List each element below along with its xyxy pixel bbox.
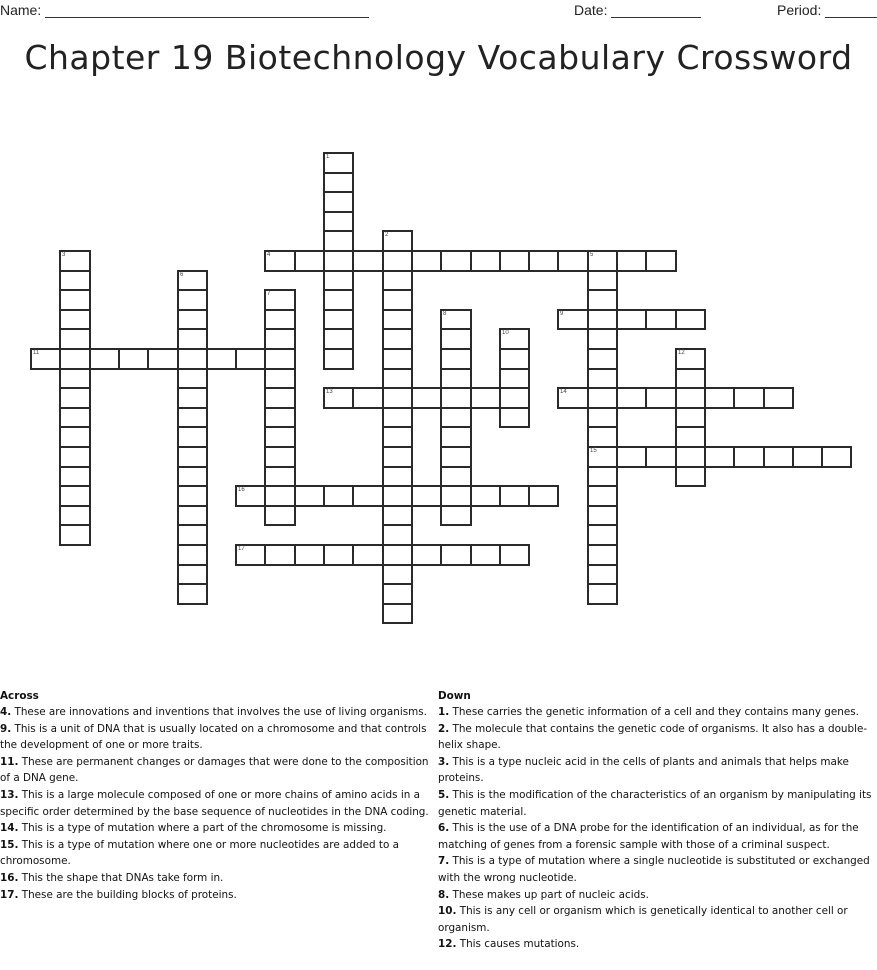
- clue-number: 14: [560, 389, 567, 395]
- crossword-cell[interactable]: [59, 524, 91, 546]
- clue-number: 1: [326, 154, 330, 160]
- crossword-cell[interactable]: [382, 524, 413, 546]
- clue-number: 15: [590, 448, 597, 454]
- crossword-cell[interactable]: [499, 250, 530, 272]
- crossword-cell[interactable]: [323, 230, 354, 252]
- crossword-cell[interactable]: [235, 544, 266, 566]
- crossword-cell[interactable]: [177, 368, 208, 389]
- clue-number: 17: [238, 546, 245, 552]
- crossword-cell[interactable]: [645, 309, 677, 330]
- crossword-cell[interactable]: [264, 309, 296, 330]
- crossword-cell[interactable]: [59, 270, 91, 291]
- crossword-cell[interactable]: [704, 446, 735, 468]
- crossword-cell[interactable]: [733, 387, 765, 409]
- crossword-cell[interactable]: [675, 426, 706, 448]
- crossword-cell[interactable]: [821, 446, 852, 468]
- clue-number: 13: [326, 389, 333, 395]
- crossword-cell[interactable]: [264, 368, 296, 389]
- crossword-cell[interactable]: [59, 426, 91, 448]
- down-clue-list: [438, 704, 877, 953]
- clue-text: This is a type of mutation where one or more nucleotides are added to a chromosome.: [0, 838, 399, 868]
- crossword-cell[interactable]: [675, 368, 706, 389]
- crossword-cell[interactable]: [645, 250, 677, 272]
- down-clue: [438, 853, 877, 886]
- crossword-cell[interactable]: [440, 446, 472, 468]
- crossword-cell[interactable]: [352, 387, 384, 409]
- crossword-cell[interactable]: [645, 387, 677, 409]
- clue-number-label: 16.: [0, 871, 19, 884]
- crossword-cell[interactable]: [616, 387, 647, 409]
- crossword-cell[interactable]: [323, 544, 354, 566]
- crossword-cell[interactable]: [587, 446, 618, 468]
- crossword-cell[interactable]: [294, 544, 325, 566]
- crossword-cell[interactable]: [177, 485, 208, 507]
- crossword-cell[interactable]: [411, 544, 442, 566]
- crossword-cell[interactable]: [177, 524, 208, 546]
- crossword-cell[interactable]: [499, 407, 530, 428]
- across-clue: [0, 887, 436, 904]
- crossword-cell[interactable]: [30, 348, 61, 370]
- crossword-cell[interactable]: [264, 426, 296, 448]
- clue-number: 6: [180, 272, 184, 278]
- clue-text: These carries the genetic information of a cell and they contains many genes.: [449, 706, 859, 718]
- clue-text: These are innovations and inventions that involves the use of living organisms.: [11, 706, 427, 718]
- name-label: Name:: [0, 2, 42, 18]
- across-clues: [0, 688, 436, 903]
- crossword-cell[interactable]: [382, 348, 413, 370]
- across-clue: [0, 704, 436, 721]
- across-clue-list: [0, 704, 436, 903]
- clue-text: These are the building blocks of proteins.: [18, 888, 237, 901]
- crossword-cell[interactable]: [587, 407, 618, 428]
- crossword-cell[interactable]: [177, 348, 208, 370]
- clue-number-label: 15.: [0, 838, 19, 851]
- down-clue: [438, 887, 877, 904]
- crossword-cell[interactable]: [352, 485, 384, 507]
- crossword-cell[interactable]: [323, 309, 354, 330]
- clue-number-label: 3.: [438, 755, 450, 768]
- crossword-cell[interactable]: [177, 407, 208, 428]
- crossword-cell[interactable]: [177, 466, 208, 487]
- crossword-cell[interactable]: [382, 603, 413, 624]
- clue-number-label: 17.: [0, 888, 19, 901]
- crossword-cell[interactable]: [587, 583, 618, 605]
- crossword-cell[interactable]: [264, 250, 296, 272]
- crossword-cell[interactable]: [59, 466, 91, 487]
- crossword-cell[interactable]: [499, 544, 530, 566]
- across-heading: Across: [0, 690, 39, 702]
- crossword-cell[interactable]: [382, 250, 413, 272]
- crossword-cell[interactable]: [382, 270, 413, 291]
- down-clue: [438, 787, 877, 820]
- crossword-cell[interactable]: [440, 250, 472, 272]
- across-clue: [0, 721, 436, 754]
- clue-text: This causes mutations.: [456, 938, 580, 951]
- crossword-cell[interactable]: [499, 328, 530, 350]
- crossword-cell[interactable]: [587, 250, 618, 272]
- crossword-cell[interactable]: [264, 348, 296, 370]
- clue-text: These makes up part of nucleic acids.: [449, 888, 649, 901]
- clue-number-label: 12.: [438, 938, 457, 951]
- clue-number-label: 2.: [438, 722, 450, 735]
- date-label: Date:: [574, 2, 608, 18]
- clue-number: 11: [33, 350, 40, 356]
- clue-number: 5: [590, 252, 594, 258]
- crossword-cell[interactable]: [382, 446, 413, 468]
- clue-number-label: 8.: [438, 888, 450, 901]
- page-title: Chapter 19 Biotechnology Vocabulary Crossword: [24, 38, 853, 77]
- crossword-cell[interactable]: [587, 564, 618, 585]
- clue-text: This is a type of mutation where a single nucleotide is substituted or exchanged with the wrong nucleotide.: [438, 855, 870, 884]
- crossword-cell[interactable]: [675, 348, 706, 370]
- crossword-cell[interactable]: [763, 387, 794, 409]
- crossword-cell[interactable]: [587, 387, 618, 409]
- crossword-cell[interactable]: [675, 446, 706, 468]
- clue-number-label: 7.: [438, 855, 450, 868]
- crossword-cell[interactable]: [440, 505, 472, 526]
- clue-number-label: 14.: [0, 822, 19, 835]
- crossword-cell[interactable]: [440, 328, 472, 350]
- crossword-cell[interactable]: [323, 172, 354, 193]
- clue-text: This is any cell or organism which is genetically identical to another cell or organism.: [438, 905, 848, 934]
- crossword-cell[interactable]: [59, 309, 91, 330]
- crossword-cell[interactable]: [382, 387, 413, 409]
- crossword-cell[interactable]: [177, 387, 208, 409]
- crossword-cell[interactable]: [440, 466, 472, 487]
- crossword-cell[interactable]: [323, 348, 354, 370]
- clue-number: 7: [267, 291, 271, 297]
- clue-text: This is a type nucleic acid in the cells of plants and animals that helps make proteins.: [438, 755, 849, 785]
- crossword-cell[interactable]: [323, 485, 354, 507]
- crossword-cell[interactable]: [177, 426, 208, 448]
- crossword-cell[interactable]: [382, 564, 413, 585]
- clue-number-label: 9.: [0, 722, 12, 735]
- clue-number-label: 11.: [0, 755, 19, 768]
- down-clue: [438, 820, 877, 853]
- crossword-cell[interactable]: [704, 387, 735, 409]
- crossword-cell[interactable]: [587, 544, 618, 566]
- crossword-cell[interactable]: [382, 407, 413, 428]
- crossword-cell[interactable]: [440, 309, 472, 330]
- crossword-cell[interactable]: [763, 446, 794, 468]
- crossword-cell[interactable]: [557, 309, 589, 330]
- crossword-cell[interactable]: [675, 407, 706, 428]
- crossword-cell[interactable]: [675, 466, 706, 487]
- crossword-cell[interactable]: [177, 583, 208, 605]
- crossword-cell[interactable]: [177, 270, 208, 291]
- clue-number: 3: [62, 252, 66, 258]
- clue-number-label: 10.: [438, 905, 457, 918]
- crossword-cell[interactable]: [440, 485, 472, 507]
- clue-number-label: 1.: [438, 706, 450, 718]
- down-clue: [438, 903, 877, 936]
- clue-number-label: 13.: [0, 788, 19, 801]
- crossword-cell[interactable]: [177, 309, 208, 330]
- crossword-cell[interactable]: [470, 485, 501, 507]
- down-clue: [438, 704, 877, 721]
- crossword-cell[interactable]: [352, 250, 384, 272]
- crossword-cell[interactable]: [264, 387, 296, 409]
- crossword-cell[interactable]: [557, 250, 589, 272]
- crossword-cell[interactable]: [382, 230, 413, 252]
- crossword-cell[interactable]: [440, 387, 472, 409]
- crossword-cell[interactable]: [59, 289, 91, 311]
- clue-number: 16: [238, 487, 245, 493]
- crossword-cell[interactable]: [147, 348, 179, 370]
- crossword-cell[interactable]: [118, 348, 149, 370]
- crossword-cell[interactable]: [177, 446, 208, 468]
- crossword-cell[interactable]: [323, 270, 354, 291]
- crossword-cell[interactable]: [440, 544, 472, 566]
- crossword-cell[interactable]: [294, 485, 325, 507]
- crossword-cell[interactable]: [587, 485, 618, 507]
- crossword-cell[interactable]: [528, 485, 559, 507]
- crossword-cell[interactable]: [675, 387, 706, 409]
- clue-number: 12: [678, 350, 685, 356]
- clue-text: These are permanent changes or damages that were done to the composition of a DNA gene.: [0, 755, 429, 785]
- crossword-cell[interactable]: [235, 485, 266, 507]
- crossword-cell[interactable]: [792, 446, 823, 468]
- crossword-cell[interactable]: [59, 387, 91, 409]
- clue-number-label: 6.: [438, 822, 450, 835]
- crossword-cell[interactable]: [206, 348, 237, 370]
- crossword-cell[interactable]: [177, 289, 208, 311]
- clue-text: This the shape that DNAs take form in.: [18, 871, 224, 884]
- crossword-cell[interactable]: [528, 250, 559, 272]
- down-heading: Down: [438, 690, 471, 702]
- crossword-cell[interactable]: [177, 544, 208, 566]
- across-clue: [0, 870, 436, 887]
- crossword-cell[interactable]: [59, 368, 91, 389]
- crossword-cell[interactable]: [294, 250, 325, 272]
- clue-number: 2: [385, 232, 389, 238]
- crossword-cell[interactable]: [89, 348, 120, 370]
- crossword-cell[interactable]: [499, 485, 530, 507]
- crossword-cell[interactable]: [264, 544, 296, 566]
- crossword-cell[interactable]: [264, 289, 296, 311]
- crossword-cell[interactable]: [499, 348, 530, 370]
- clue-text: This is the modification of the characteristics of an organism by manipulating its genetic material.: [438, 788, 872, 818]
- crossword-cell[interactable]: [616, 250, 647, 272]
- across-clue: [0, 820, 436, 837]
- crossword-cell[interactable]: [587, 348, 618, 370]
- clue-number: 4: [267, 252, 271, 258]
- clue-number: 10: [502, 330, 509, 336]
- crossword-cell[interactable]: [440, 368, 472, 389]
- clue-text: This is the use of a DNA probe for the identification of an individual, as for the matching of genes from a forensic sample with those of a criminal suspect.: [438, 822, 859, 851]
- crossword-cell[interactable]: [587, 524, 618, 546]
- clue-text: The molecule that contains the genetic code of organisms. It also has a double-helix shape.: [438, 722, 868, 752]
- crossword-cell[interactable]: [177, 564, 208, 585]
- crossword-cell[interactable]: [177, 505, 208, 526]
- crossword-cell[interactable]: [323, 289, 354, 311]
- crossword-cell[interactable]: [323, 387, 354, 409]
- crossword-cell[interactable]: [59, 485, 91, 507]
- crossword-cell[interactable]: [59, 328, 91, 350]
- across-clue: [0, 837, 436, 870]
- clue-number-label: 5.: [438, 788, 450, 801]
- clue-number-label: 4.: [0, 706, 12, 718]
- crossword-cell[interactable]: [59, 446, 91, 468]
- clue-text: This is a large molecule composed of one or more chains of amino acids in a specific order determined by the base sequence of nucleotides in the DNA coding.: [0, 788, 429, 818]
- crossword-cell[interactable]: [645, 446, 677, 468]
- clue-number: 9: [560, 311, 564, 317]
- crossword-cell[interactable]: [440, 426, 472, 448]
- crossword-cell[interactable]: [587, 270, 618, 291]
- crossword-cell[interactable]: [177, 328, 208, 350]
- across-clue: [0, 787, 436, 820]
- crossword-cell[interactable]: [59, 407, 91, 428]
- crossword-cell[interactable]: [587, 466, 618, 487]
- crossword-cell[interactable]: [264, 328, 296, 350]
- down-clue: [438, 754, 877, 787]
- crossword-cell[interactable]: [587, 505, 618, 526]
- crossword-cell[interactable]: [587, 368, 618, 389]
- crossword-cell[interactable]: [352, 544, 384, 566]
- crossword-cell[interactable]: [59, 505, 91, 526]
- crossword-cell[interactable]: [264, 505, 296, 526]
- crossword-cell[interactable]: [411, 250, 442, 272]
- crossword-cell[interactable]: [675, 309, 706, 330]
- crossword-cell[interactable]: [323, 191, 354, 213]
- crossword-cell[interactable]: [382, 309, 413, 330]
- crossword-cell[interactable]: [733, 446, 765, 468]
- crossword-cell[interactable]: [470, 250, 501, 272]
- crossword-cell[interactable]: [382, 426, 413, 448]
- crossword-cell[interactable]: [499, 368, 530, 389]
- crossword-cell[interactable]: [587, 328, 618, 350]
- crossword-cell[interactable]: [235, 348, 266, 370]
- crossword-cell[interactable]: [440, 348, 472, 370]
- crossword-cell[interactable]: [470, 387, 501, 409]
- crossword-cell[interactable]: [264, 446, 296, 468]
- crossword-cell[interactable]: [264, 485, 296, 507]
- crossword-cell[interactable]: [323, 152, 354, 174]
- crossword-cell[interactable]: [382, 368, 413, 389]
- crossword-cell[interactable]: [323, 250, 354, 272]
- crossword-cell[interactable]: [382, 583, 413, 605]
- clue-text: This is a unit of DNA that is usually located on a chromosome and that controls the development of one or more traits.: [0, 722, 427, 752]
- crossword-cell[interactable]: [557, 387, 589, 409]
- crossword-cell[interactable]: [264, 407, 296, 428]
- crossword-cell[interactable]: [587, 309, 618, 330]
- crossword-cell[interactable]: [587, 426, 618, 448]
- crossword-cell[interactable]: [382, 466, 413, 487]
- crossword-cell[interactable]: [382, 544, 413, 566]
- crossword-cell[interactable]: [411, 485, 442, 507]
- crossword-cell[interactable]: [411, 387, 442, 409]
- crossword-cell[interactable]: [59, 348, 91, 370]
- crossword-cell[interactable]: [323, 328, 354, 350]
- down-clue: [438, 936, 877, 953]
- clue-text: This is a type of mutation where a part of the chromosome is missing.: [18, 822, 387, 835]
- crossword-cell[interactable]: [382, 485, 413, 507]
- crossword-cell[interactable]: [382, 505, 413, 526]
- clue-number: 8: [443, 311, 447, 317]
- crossword-cell[interactable]: [382, 328, 413, 350]
- down-clue: [438, 721, 877, 754]
- crossword-cell[interactable]: [616, 446, 647, 468]
- crossword-cell[interactable]: [440, 407, 472, 428]
- period-label: Period:: [777, 2, 822, 18]
- crossword-cell[interactable]: [470, 544, 501, 566]
- crossword-cell[interactable]: [382, 289, 413, 311]
- crossword-cell[interactable]: [59, 250, 91, 272]
- across-clue: [0, 754, 436, 787]
- crossword-cell[interactable]: [264, 466, 296, 487]
- crossword-cell[interactable]: [323, 211, 354, 232]
- crossword-cell[interactable]: [499, 387, 530, 409]
- crossword-cell[interactable]: [587, 289, 618, 311]
- down-clues: [438, 688, 877, 953]
- crossword-cell[interactable]: [616, 309, 647, 330]
